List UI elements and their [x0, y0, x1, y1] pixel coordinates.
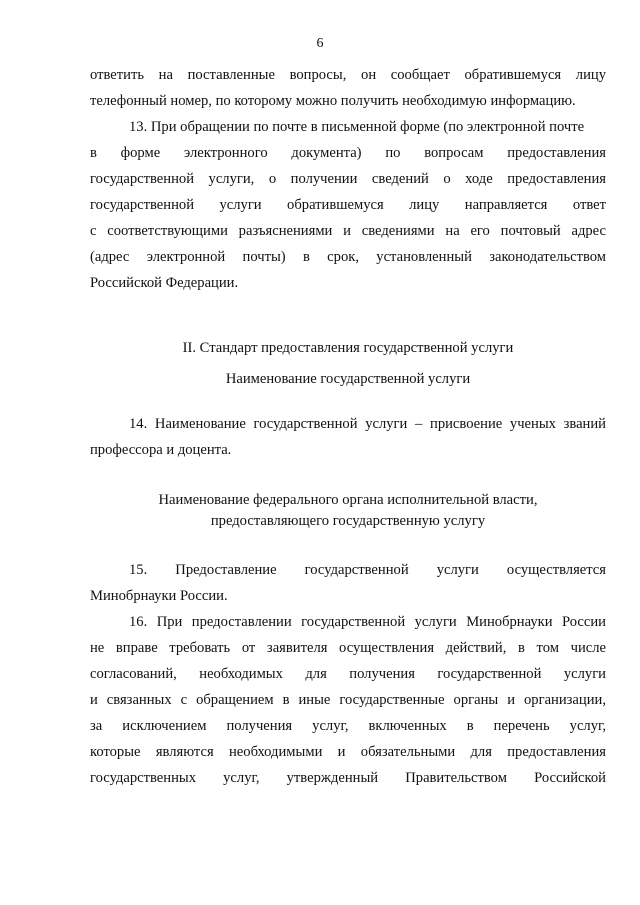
text-line: не вправе требовать от заявителя осуществления действий, в том числе [90, 640, 606, 656]
text-line: (адрес электронной почты) в срок, установленный законодательством [90, 249, 606, 265]
text-line: Российской Федерации. [90, 275, 239, 291]
paragraph-12-continuation [90, 62, 606, 114]
heading-text: Наименование федерального органа исполнительной власти, [158, 492, 538, 508]
text-line: Минобрнауки России. [90, 588, 228, 604]
text-line: и связанных с обращением в иные государственные органы и организации, [90, 692, 606, 708]
paragraph-16 [90, 609, 606, 791]
text-line: профессора и доцента. [90, 442, 232, 458]
text-line: с соответствующими разъяснениями и сведениями на его почтовый адрес [90, 223, 606, 239]
text-line: телефонный номер, по которому можно получить необходимую информацию. [90, 93, 576, 109]
paragraph-15 [90, 557, 606, 609]
text-line: 14. Наименование государственной услуги – присвоение ученых званий [129, 416, 606, 432]
text-line: за исключением получения услуг, включенных в перечень услуг, [90, 718, 606, 734]
text-line: 13. При обращении по почте в письменной форме (по электронной почте [129, 119, 585, 135]
section-heading [60, 338, 636, 359]
subheading-federal-body [60, 490, 636, 532]
text-line: 15. Предоставление государственной услуги осуществляется [129, 562, 606, 578]
subheading-service-name [60, 369, 636, 390]
heading-text: Наименование государственной услуги [225, 371, 471, 387]
heading-text: предоставляющего государственную услугу [210, 513, 486, 529]
text-line: государственной услуги обратившемуся лицу направляется ответ [90, 197, 606, 213]
page-number: 6 [316, 36, 324, 51]
text-line: согласований, необходимых для получения государственной услуги [90, 666, 606, 682]
text-line: в форме электронного документа) по вопросам предоставления [90, 145, 606, 161]
text-line: государственной услуги, о получении сведений о ходе предоставления [90, 171, 606, 187]
paragraph-13 [90, 114, 606, 296]
text-line: государственных услуг, утвержденный Правительством Российской [90, 770, 606, 786]
text-line: которые являются необходимыми и обязательными для предоставления [90, 744, 606, 760]
text-line: 16. При предоставлении государственной услуги Минобрнауки России [129, 614, 606, 630]
paragraph-14 [90, 411, 606, 463]
text-line: ответить на поставленные вопросы, он сообщает обратившемуся лицу [90, 67, 606, 83]
heading-text: II. Стандарт предоставления государственной услуги [182, 340, 514, 356]
